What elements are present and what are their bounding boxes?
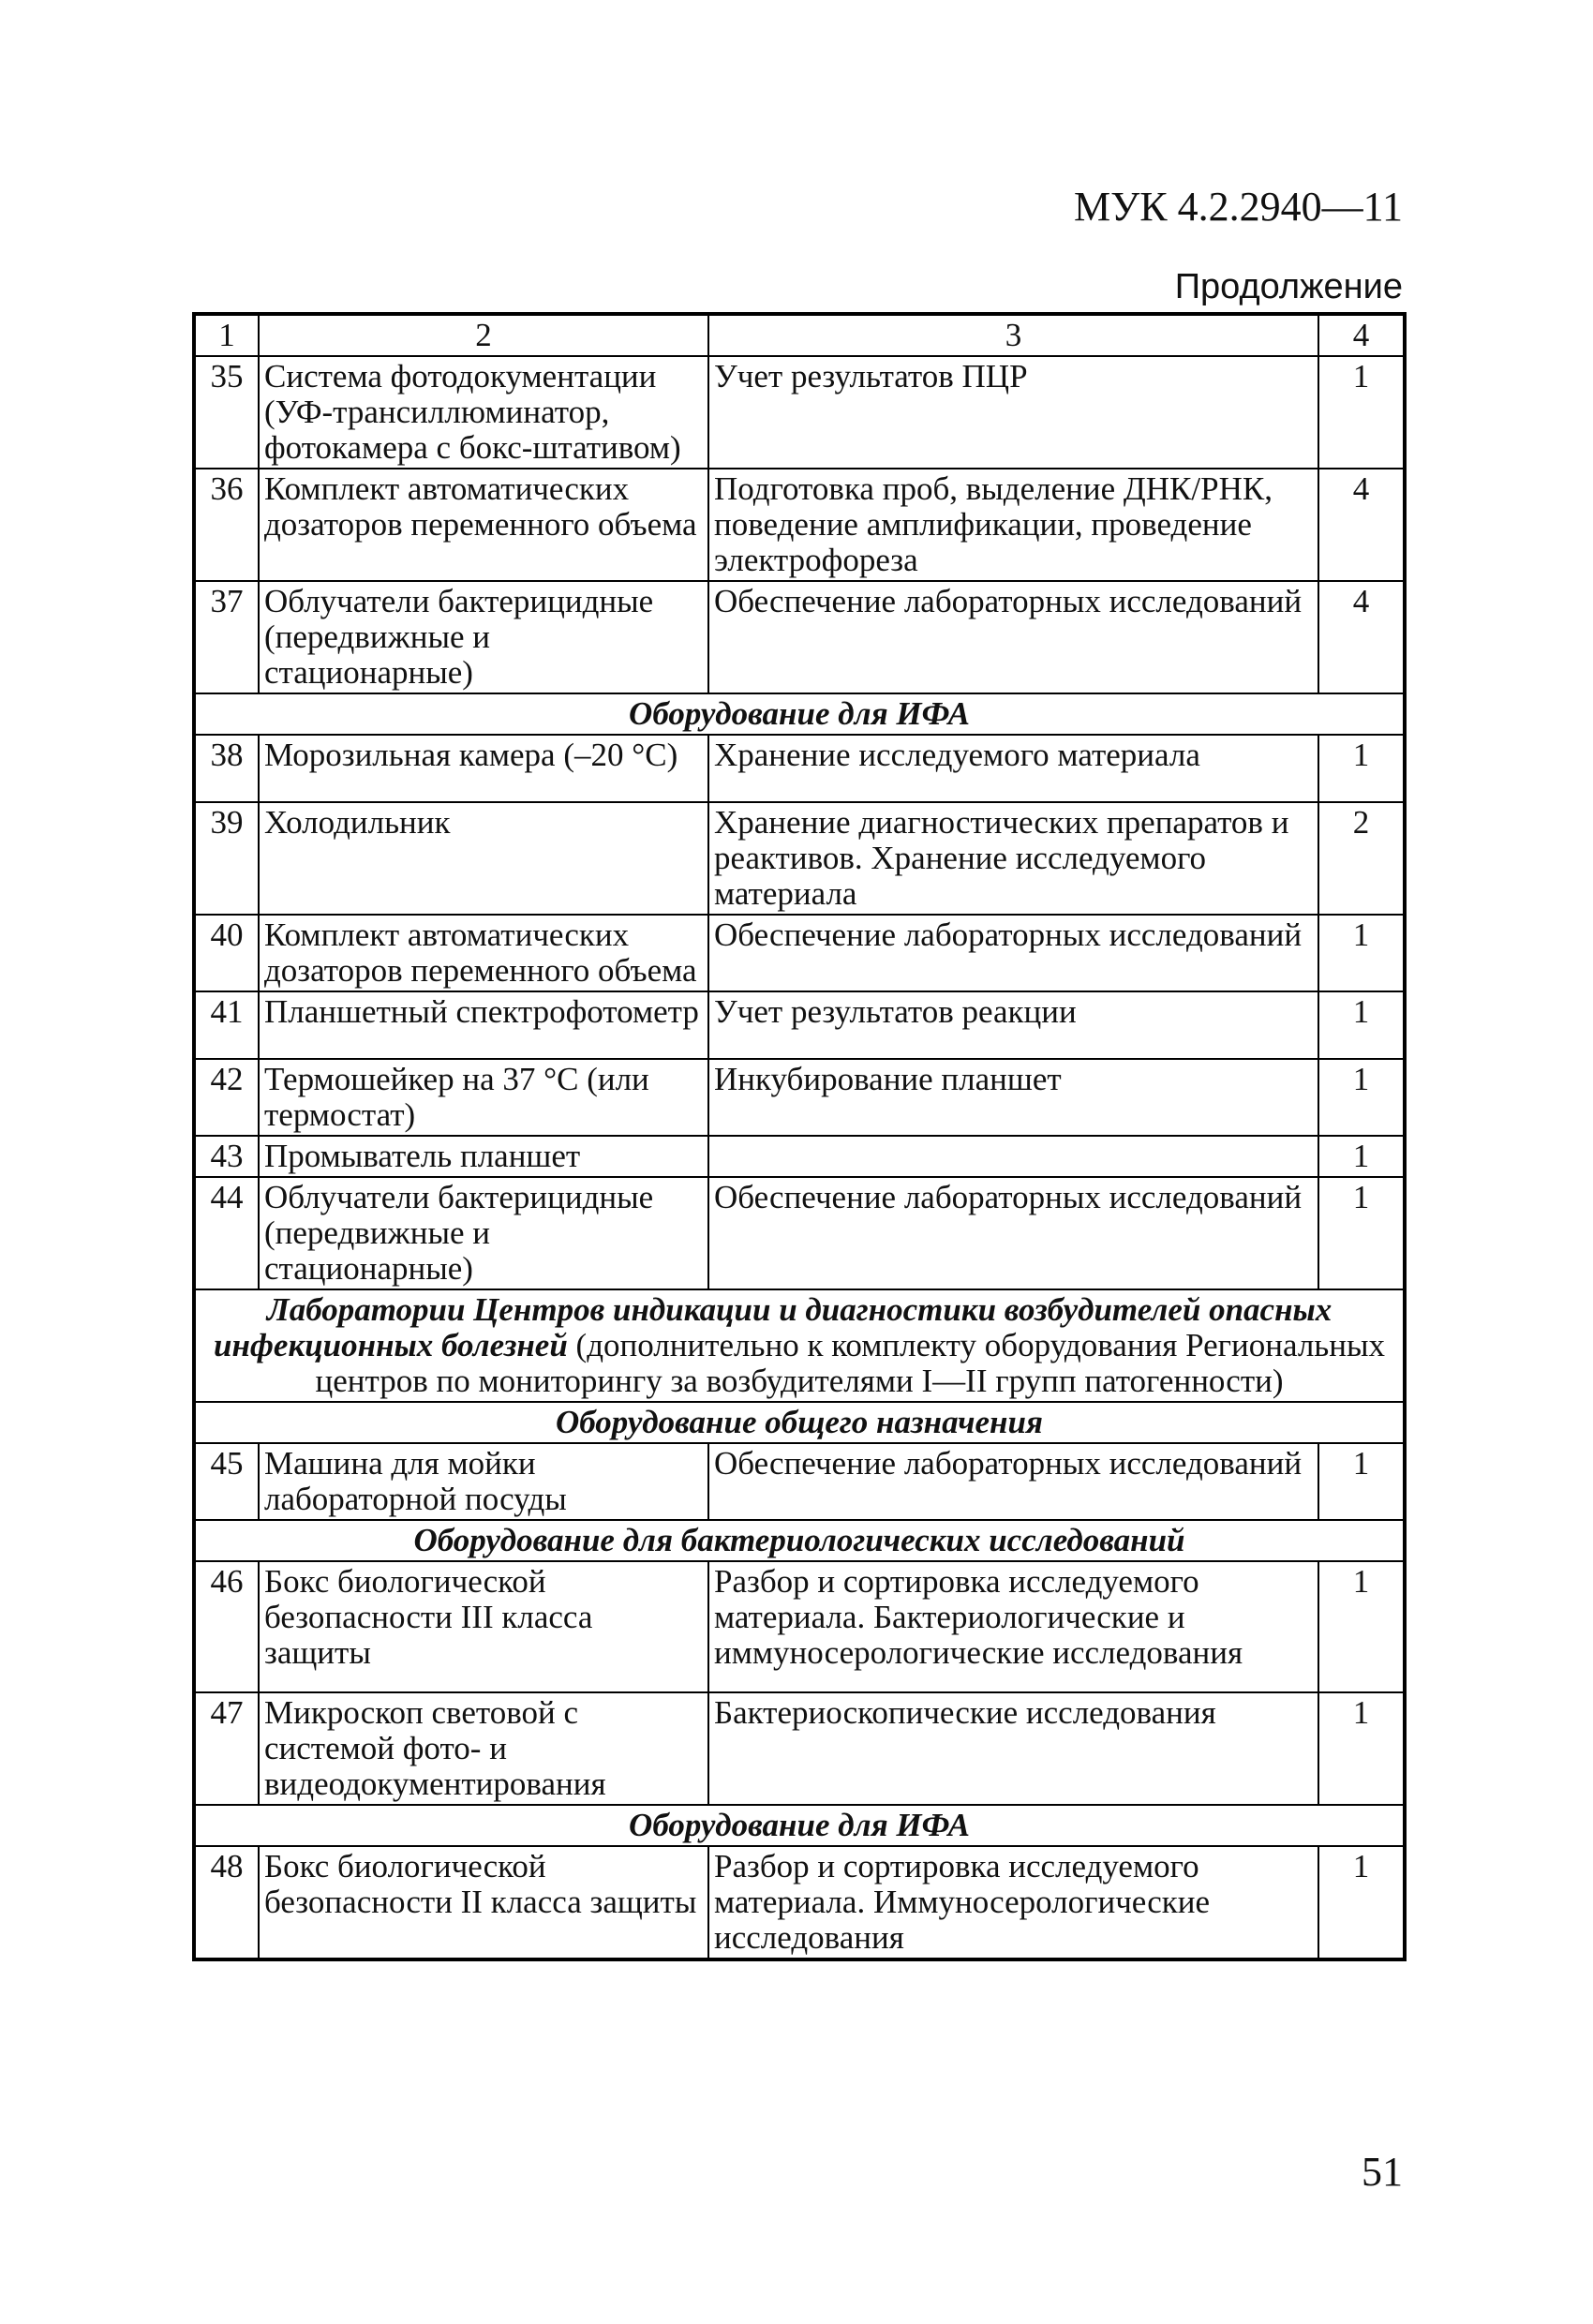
- equipment-name: Облучатели бактерицидные (передвижные и стационарные): [259, 581, 708, 693]
- laboratory-note: (дополнительно к комплекту оборудования Региональных центров по мониторингу за возбудителями I—II групп патогенности): [315, 1327, 1385, 1399]
- continuation-label: Продолжение: [1174, 267, 1403, 306]
- equipment-name: Морозильная камера (–20 °С): [259, 735, 708, 802]
- row-number: 47: [194, 1692, 259, 1805]
- column-header-row: [194, 314, 1405, 356]
- equipment-table: [192, 312, 1407, 1961]
- equipment-quantity: 4: [1318, 581, 1405, 693]
- equipment-name: Микроскоп световой с системой фото- и видеодокументирования: [259, 1692, 708, 1805]
- equipment-purpose: Разбор и сортировка исследуемого материала. Иммуносерологические исследования: [708, 1846, 1318, 1959]
- equipment-quantity: 1: [1318, 1846, 1405, 1959]
- column-header: 1: [194, 314, 259, 356]
- equipment-purpose: Обеспечение лабораторных исследований: [708, 915, 1318, 991]
- table-row: [194, 735, 1405, 802]
- equipment-purpose: Хранение диагностических препаратов и реактивов. Хранение исследуемого материала: [708, 802, 1318, 915]
- table-row: [194, 1443, 1405, 1520]
- table-row: [194, 915, 1405, 991]
- row-number: 45: [194, 1443, 259, 1520]
- equipment-quantity: 1: [1318, 1059, 1405, 1136]
- equipment-purpose: Обеспечение лабораторных исследований: [708, 1443, 1318, 1520]
- equipment-purpose: [708, 1136, 1318, 1177]
- table-row: [194, 1846, 1405, 1959]
- table-row: [194, 1692, 1405, 1805]
- column-header: 3: [708, 314, 1318, 356]
- column-header: 2: [259, 314, 708, 356]
- equipment-name: Промыватель планшет: [259, 1136, 708, 1177]
- page-number: 51: [1362, 2149, 1403, 2195]
- table-row: [194, 1177, 1405, 1289]
- row-number: 35: [194, 356, 259, 469]
- section-row: [194, 1402, 1405, 1443]
- equipment-quantity: 1: [1318, 1692, 1405, 1805]
- table-row: [194, 1561, 1405, 1692]
- row-number: 46: [194, 1561, 259, 1692]
- row-number: 38: [194, 735, 259, 802]
- equipment-quantity: 1: [1318, 1136, 1405, 1177]
- laboratory-heading: [194, 1289, 1405, 1402]
- equipment-name: Комплект автоматических дозаторов переменного объема: [259, 915, 708, 991]
- equipment-quantity: 1: [1318, 356, 1405, 469]
- table-row: [194, 991, 1405, 1059]
- table-row: [194, 581, 1405, 693]
- equipment-name: Бокс биологической безопасности II класса защиты: [259, 1846, 708, 1959]
- equipment-quantity: 1: [1318, 1561, 1405, 1692]
- equipment-purpose: Хранение исследуемого материала: [708, 735, 1318, 802]
- equipment-name: Холодильник: [259, 802, 708, 915]
- laboratory-heading-row: [194, 1289, 1405, 1402]
- equipment-quantity: 1: [1318, 735, 1405, 802]
- equipment-quantity: 4: [1318, 469, 1405, 581]
- row-number: 44: [194, 1177, 259, 1289]
- table-row: [194, 1136, 1405, 1177]
- laboratory-title: Лаборатории Центров индикации и диагностики возбудителей опасных инфекционных болезней: [213, 1291, 1332, 1363]
- equipment-name: Комплект автоматических дозаторов переменного объема: [259, 469, 708, 581]
- equipment-purpose: Обеспечение лабораторных исследований: [708, 581, 1318, 693]
- equipment-name: Планшетный спектрофотометр: [259, 991, 708, 1059]
- equipment-name: Система фотодокументации (УФ-трансиллюминатор, фотокамера с бокс-штативом): [259, 356, 708, 469]
- section-row: [194, 693, 1405, 735]
- row-number: 39: [194, 802, 259, 915]
- equipment-purpose: Подготовка проб, выделение ДНК/РНК, поведение амплификации, проведение электрофореза: [708, 469, 1318, 581]
- equipment-quantity: 1: [1318, 991, 1405, 1059]
- equipment-purpose: Разбор и сортировка исследуемого материала. Бактериологические и иммуносерологические исследования: [708, 1561, 1318, 1692]
- column-header: 4: [1318, 314, 1405, 356]
- section-title: Оборудование для ИФА: [194, 1805, 1405, 1846]
- row-number: 42: [194, 1059, 259, 1136]
- section-title: Оборудование для ИФА: [194, 693, 1405, 735]
- equipment-name: Облучатели бактерицидные (передвижные и стационарные): [259, 1177, 708, 1289]
- equipment-name: Термошейкер на 37 °С (или термостат): [259, 1059, 708, 1136]
- row-number: 43: [194, 1136, 259, 1177]
- equipment-quantity: 1: [1318, 915, 1405, 991]
- equipment-quantity: 1: [1318, 1177, 1405, 1289]
- equipment-purpose: Бактериоскопические исследования: [708, 1692, 1318, 1805]
- row-number: 48: [194, 1846, 259, 1959]
- table-row: [194, 802, 1405, 915]
- row-number: 40: [194, 915, 259, 991]
- row-number: 36: [194, 469, 259, 581]
- row-number: 37: [194, 581, 259, 693]
- equipment-name: Бокс биологической безопасности III класса защиты: [259, 1561, 708, 1692]
- section-row: [194, 1520, 1405, 1561]
- equipment-quantity: 1: [1318, 1443, 1405, 1520]
- row-number: 41: [194, 991, 259, 1059]
- table-row: [194, 469, 1405, 581]
- table-row: [194, 356, 1405, 469]
- equipment-name: Машина для мойки лабораторной посуды: [259, 1443, 708, 1520]
- document-code: МУК 4.2.2940—11: [1074, 184, 1403, 230]
- equipment-purpose: Обеспечение лабораторных исследований: [708, 1177, 1318, 1289]
- section-row: [194, 1805, 1405, 1846]
- equipment-purpose: Инкубирование планшет: [708, 1059, 1318, 1136]
- table-body: [194, 314, 1405, 1959]
- equipment-quantity: 2: [1318, 802, 1405, 915]
- equipment-purpose: Учет результатов ПЦР: [708, 356, 1318, 469]
- equipment-purpose: Учет результатов реакции: [708, 991, 1318, 1059]
- section-title: Оборудование для бактериологических исследований: [194, 1520, 1405, 1561]
- section-title: Оборудование общего назначения: [194, 1402, 1405, 1443]
- table-row: [194, 1059, 1405, 1136]
